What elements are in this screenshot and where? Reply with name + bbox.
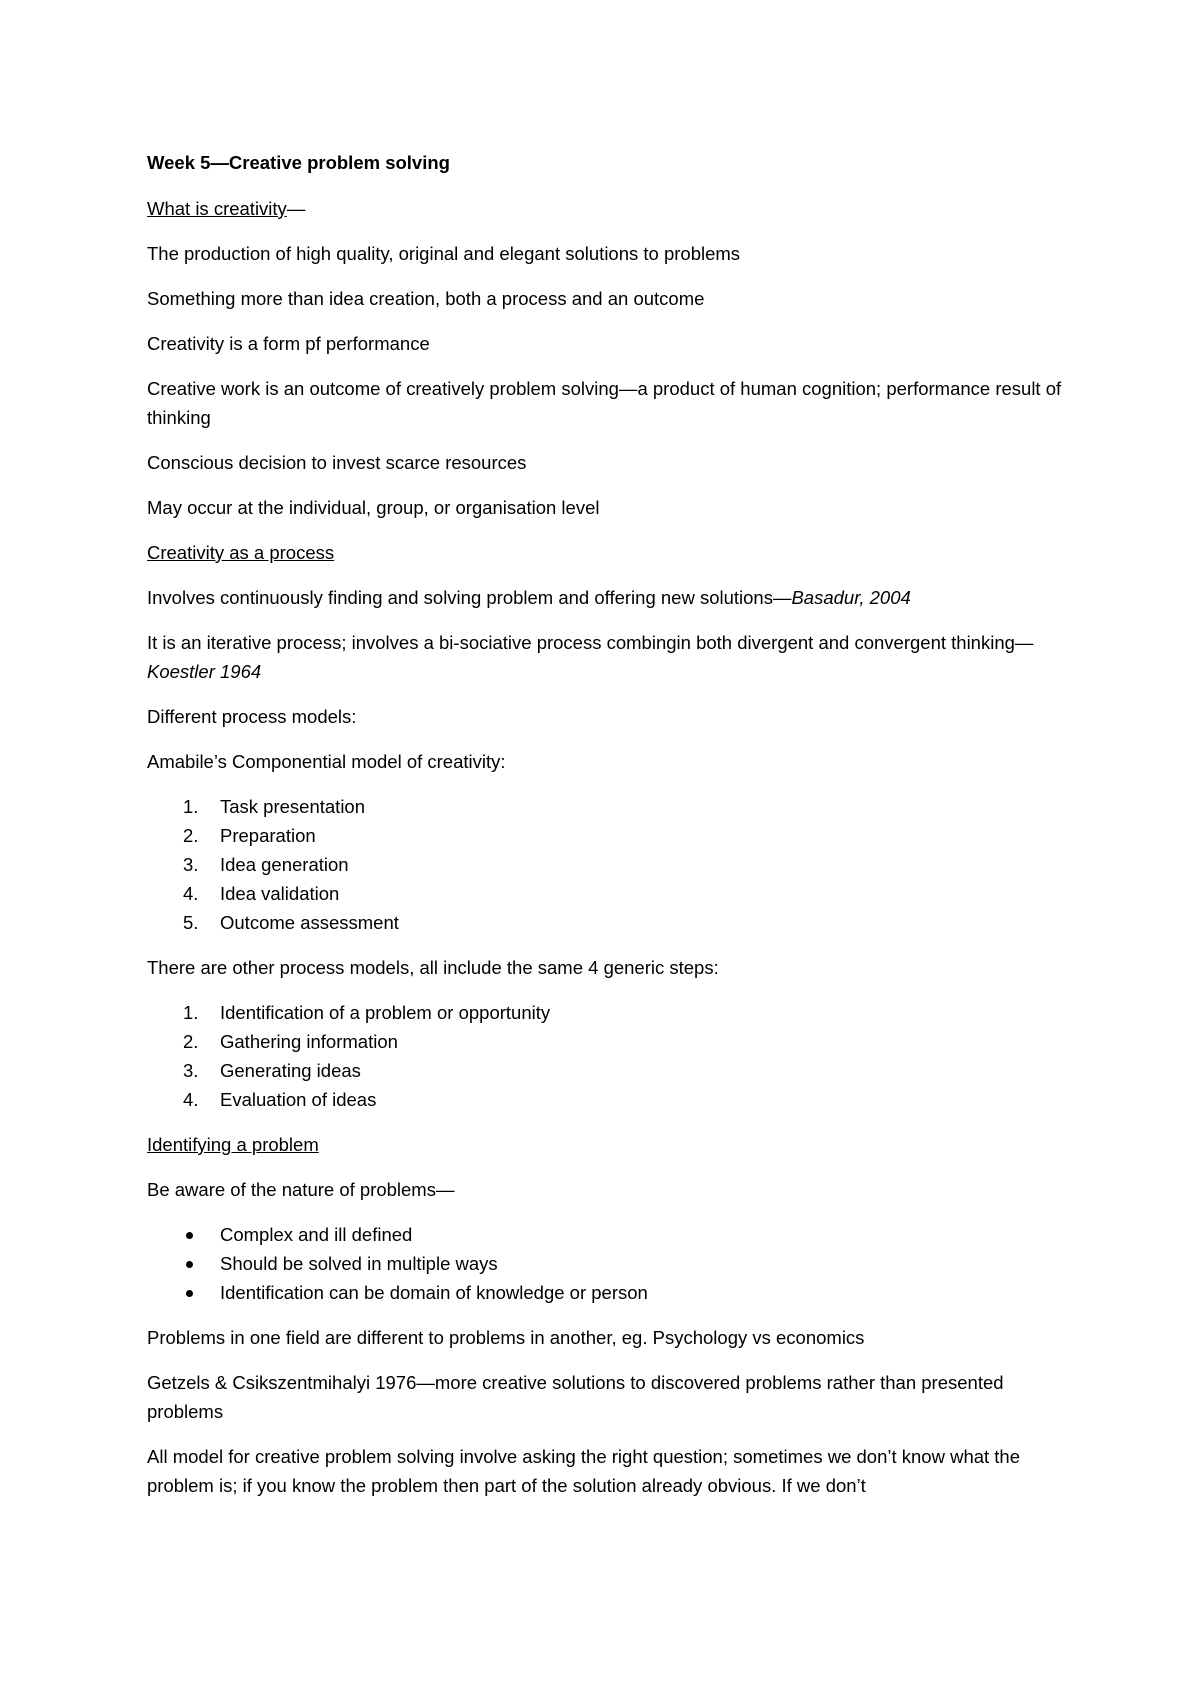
list-item [147,1249,1077,1278]
list-item-text: Task presentation [220,796,366,817]
document-title: Week 5—Creative problem solving [147,152,450,173]
list-item-text: Should be solved in multiple ways [220,1253,498,1274]
list-item [147,879,1077,908]
list-item [147,1027,1077,1056]
list-number: 1. [183,1002,199,1023]
list-item [147,908,1077,937]
list-number: 5. [183,912,199,933]
list-item-text: Preparation [220,825,316,846]
creativity-point: May occur at the individual, group, or organisation level [147,497,600,518]
list-item [147,1278,1077,1307]
list-number: 2. [183,1031,199,1052]
nature-intro: Be aware of the nature of problems— [147,1179,455,1200]
list-item-text: Generating ideas [220,1060,361,1081]
list-item [147,850,1077,879]
closing-paragraph: Problems in one field are different to problems in another, eg. Psychology vs economics [147,1327,865,1348]
document-content [147,148,1077,1500]
list-item-text: Complex and ill defined [220,1224,413,1245]
list-number: 3. [183,1060,199,1081]
list-item [147,792,1077,821]
creativity-point: Creativity is a form pf performance [147,333,430,354]
bullet-icon [186,1290,193,1297]
bullet-icon [186,1232,193,1239]
list-item [147,1220,1077,1249]
citation: Koestler 1964 [147,661,262,682]
list-item-text: Identification of a problem or opportunity [220,1002,551,1023]
identify-heading: Identifying a problem [147,1134,319,1155]
process-paragraph [147,628,1077,686]
list-number: 4. [183,883,199,904]
list-item-text: Gathering information [220,1031,398,1052]
list-item [147,998,1077,1027]
generic-intro: There are other process models, all include the same 4 generic steps: [147,957,719,978]
generic-steps-list [147,998,1077,1114]
list-number: 4. [183,1089,199,1110]
nature-bullets-list [147,1220,1077,1307]
bullet-icon [186,1261,193,1268]
list-item-text: Idea validation [220,883,340,904]
list-item [147,1056,1077,1085]
process-paragraph [147,583,1077,612]
creativity-heading-dash: — [286,198,306,219]
creativity-point: Creative work is an outcome of creatively problem solving—a product of human cognition; performance result of thinking [147,378,1062,428]
list-number: 1. [183,796,199,817]
process-paragraph-text: Involves continuously finding and solving problem and offering new solutions— [147,587,792,608]
closing-paragraph: Getzels & Csikszentmihalyi 1976—more creative solutions to discovered problems rather than presented problems [147,1372,1004,1422]
creativity-point: Conscious decision to invest scarce resources [147,452,527,473]
identify-heading-line [147,1130,1077,1159]
process-paragraph-text: It is an iterative process; involves a bi-sociative process combingin both divergent and convergent thinking— [147,632,1034,653]
creativity-point: The production of high quality, original and elegant solutions to problems [147,243,741,264]
creativity-heading-line [147,194,1077,223]
list-number: 3. [183,854,199,875]
process-heading: Creativity as a process [147,542,335,563]
closing-paragraph: All model for creative problem solving involve asking the right question; sometimes we don’t know what the problem is; if you know the problem then part of the solution already obvious. If we don’t [147,1446,1021,1496]
citation: Basadur, 2004 [791,587,911,608]
list-item-text: Evaluation of ideas [220,1089,377,1110]
creativity-point: Something more than idea creation, both a process and an outcome [147,288,705,309]
amabile-steps-list [147,792,1077,937]
creativity-heading: What is creativity [147,198,287,219]
list-item [147,821,1077,850]
amabile-intro: Amabile’s Componential model of creativity: [147,751,506,772]
list-item-text: Identification can be domain of knowledge or person [220,1282,648,1303]
process-heading-line [147,538,1077,567]
models-intro: Different process models: [147,706,357,727]
list-item [147,1085,1077,1114]
list-item-text: Outcome assessment [220,912,399,933]
list-number: 2. [183,825,199,846]
list-item-text: Idea generation [220,854,349,875]
